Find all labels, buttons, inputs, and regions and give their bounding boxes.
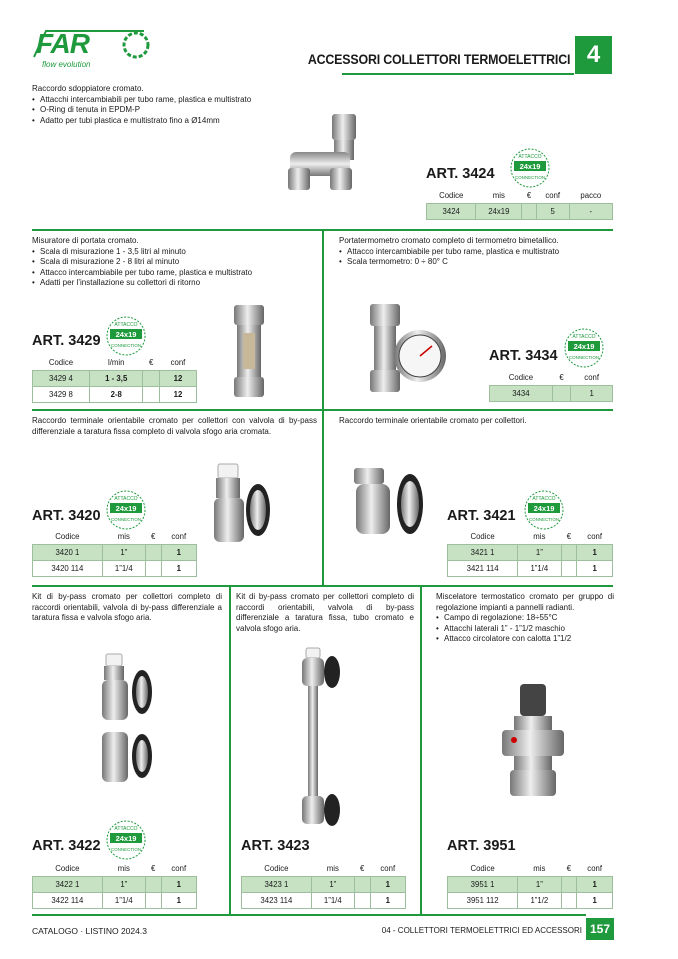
svg-text:24x19: 24x19 <box>573 342 595 351</box>
product-image-3422 <box>96 652 160 786</box>
svg-text:CONNECTION: CONNECTION <box>110 847 142 852</box>
connection-badge <box>562 326 606 370</box>
cell: 1 <box>370 876 405 892</box>
logo-text: FAR <box>36 28 89 59</box>
col-header: conf <box>171 863 187 873</box>
bullet: • Attacchi laterali 1” - 1”1/2 maschio <box>436 624 614 635</box>
col-header: Codice <box>439 190 464 200</box>
bullet: • Campo di regolazione: 18÷55°C <box>436 613 614 624</box>
svg-text:CONNECTION: CONNECTION <box>568 355 600 360</box>
price-table-3429 <box>32 355 197 403</box>
bullet: • Scala di misurazione 1 - 3,5 litri al minuto <box>32 247 317 258</box>
svg-text:ATTACCO: ATTACCO <box>572 334 596 340</box>
col-header: € <box>566 531 572 541</box>
col-header: conf <box>545 190 561 200</box>
desc-3951 <box>436 592 614 645</box>
cell: 1 <box>161 876 196 892</box>
col-header: Codice <box>470 531 495 541</box>
table-row <box>448 560 613 576</box>
desc-3420: Raccordo terminale orientabile cromato per collettori con valvola di by-pass differenziale a taratura fissa completo di valvola sfogo aria cromata. <box>32 416 317 436</box>
cell: 1”1/4 <box>311 892 354 908</box>
svg-text:CONNECTION: CONNECTION <box>110 343 142 348</box>
svg-text:ATTACCO: ATTACCO <box>532 496 556 502</box>
svg-text:24x19: 24x19 <box>533 504 555 513</box>
col-header: mis <box>117 863 130 873</box>
desc-text: Misuratore di portata cromato. <box>32 236 139 245</box>
cell: 1 <box>577 876 613 892</box>
col-header: mis <box>533 531 546 541</box>
svg-text:24x19: 24x19 <box>519 162 541 171</box>
cell: 1 <box>571 385 613 401</box>
desc-3434 <box>339 236 614 268</box>
table-row <box>448 892 613 908</box>
table-row <box>33 386 197 402</box>
footer-catalog: CATALOGO · LISTINO 2024.3 <box>32 926 147 936</box>
cell: 3951 112 <box>448 892 518 908</box>
price-table-3421 <box>447 529 613 577</box>
product-image-3951 <box>500 682 570 800</box>
cell: 1 <box>577 544 613 560</box>
col-header: mis <box>492 190 505 200</box>
desc-text: Portatermometro cromato completo di termometro bimetallico. <box>339 236 559 245</box>
cell <box>561 560 577 576</box>
cell: 1 <box>161 892 196 908</box>
desc-text: Raccordo sdoppiatore cromato. <box>32 84 144 93</box>
article-title-3424: ART. 3424 <box>426 166 495 182</box>
cell: 12 <box>159 386 196 402</box>
svg-text:ATTACCO: ATTACCO <box>114 322 138 328</box>
product-image-3420 <box>200 462 280 546</box>
cell: 3422 114 <box>33 892 103 908</box>
cell: 3420 1 <box>33 544 103 560</box>
table-row <box>33 370 197 386</box>
table-row <box>448 544 613 560</box>
connection-badge <box>104 314 148 358</box>
cell <box>145 892 161 908</box>
price-table-3424 <box>426 188 613 220</box>
product-image-3429 <box>231 303 267 399</box>
col-header: € <box>526 190 532 200</box>
connection-badge <box>508 146 552 190</box>
bullet: • Attacchi intercambiabili per tubo rame, plastica e multistrato <box>32 95 332 106</box>
svg-text:24x19: 24x19 <box>115 504 137 513</box>
cell: 3423 1 <box>242 876 312 892</box>
cell: 3422 1 <box>33 876 103 892</box>
article-title-3429: ART. 3429 <box>32 333 101 349</box>
svg-text:24x19: 24x19 <box>115 834 137 843</box>
desc-3429 <box>32 236 317 289</box>
connection-badge <box>522 488 566 532</box>
table-row <box>490 385 613 401</box>
cell <box>143 386 159 402</box>
cell: 3423 114 <box>242 892 312 908</box>
cell: 1”1/4 <box>102 892 145 908</box>
header-rule <box>342 73 574 75</box>
cell: 1 <box>577 892 613 908</box>
cell: 3424 <box>427 203 476 219</box>
cell <box>145 876 161 892</box>
product-image-3421 <box>350 466 434 540</box>
svg-text:CONNECTION: CONNECTION <box>110 517 142 522</box>
svg-text:ATTACCO: ATTACCO <box>114 826 138 832</box>
table-row <box>448 876 613 892</box>
col-header: l/min <box>107 357 125 367</box>
cell: 3429 4 <box>33 370 90 386</box>
connection-badge <box>104 488 148 532</box>
col-header: mis <box>117 531 130 541</box>
cell <box>145 544 161 560</box>
price-table-3422 <box>32 861 197 909</box>
product-image-3424 <box>282 112 372 194</box>
cell <box>522 203 537 219</box>
col-header: Codice <box>48 357 74 367</box>
cell: 2-8 <box>89 386 143 402</box>
bullet: • Attacco intercambiabile per tubo rame, plastica e multistrato <box>339 247 614 258</box>
col-header: € <box>151 531 156 541</box>
cell: 1 <box>370 892 405 908</box>
cell: 1” <box>102 544 145 560</box>
col-header: € <box>149 357 154 367</box>
col-header: conf <box>587 531 603 541</box>
desc-3422: Kit di by-pass cromato per collettori completo di raccordi orientabili, valvola di by-pass differenziale a taratura fissa e valvola sfogo aria. <box>32 592 222 622</box>
col-header: mis <box>326 863 339 873</box>
column-divider <box>420 585 422 915</box>
cell: 1” <box>102 876 145 892</box>
table-row <box>242 892 406 908</box>
bullet: • Adatti per l’installazione su collettori di ritorno <box>32 278 317 289</box>
col-header: conf <box>171 531 187 541</box>
cell: 1”1/2 <box>518 892 561 908</box>
col-header: € <box>151 863 156 873</box>
cell: 1 - 3,5 <box>89 370 143 386</box>
cell <box>552 385 571 401</box>
svg-text:ATTACCO: ATTACCO <box>114 496 138 502</box>
col-header: Codice <box>55 863 80 873</box>
product-image-3423 <box>296 646 346 830</box>
cell: 3420 114 <box>33 560 103 576</box>
cell: 24x19 <box>476 203 522 219</box>
cell <box>561 892 577 908</box>
article-title-3422: ART. 3422 <box>32 838 101 854</box>
col-header: conf <box>170 357 186 367</box>
price-table-3420 <box>32 529 197 577</box>
bullet: • O-Ring di tenuta in EPDM-P <box>32 105 332 116</box>
bullet: • Scala termometro: 0 ÷ 80° C <box>339 257 614 268</box>
cell: 1”1/4 <box>102 560 145 576</box>
col-header: Codice <box>508 372 534 382</box>
column-divider <box>322 409 324 586</box>
cell: 3951 1 <box>448 876 518 892</box>
table-row <box>33 560 197 576</box>
col-header: € <box>566 863 572 873</box>
column-divider <box>229 585 231 915</box>
footer-section: 04 - COLLETTORI TERMOELETTRICI ED ACCESSORI <box>381 926 582 935</box>
bullet: • Attacco circolatore con calotta 1”1/2 <box>436 634 614 645</box>
cell: 3421 114 <box>448 560 518 576</box>
desc-3423: Kit di by-pass cromato per collettori completo di raccordi orientabili, valvola di by-pass differenziale a taratura fissa, tubo cromato e valvola sfogo aria. <box>236 592 414 633</box>
col-header: € <box>360 863 365 873</box>
bullet: • Scala di misurazione 2 - 8 litri al minuto <box>32 257 317 268</box>
col-header: conf <box>584 372 600 382</box>
price-table-3434 <box>489 370 613 402</box>
cell: 1” <box>311 876 354 892</box>
price-table-3951 <box>447 861 613 909</box>
column-divider <box>322 229 324 410</box>
cell: 5 <box>536 203 569 219</box>
cell <box>354 876 370 892</box>
cell: 3429 8 <box>33 386 90 402</box>
cell: 1” <box>518 544 561 560</box>
article-title-3951: ART. 3951 <box>447 838 516 854</box>
article-title-3434: ART. 3434 <box>489 348 558 364</box>
col-header: conf <box>587 863 603 873</box>
table-row <box>33 892 197 908</box>
col-header: € <box>559 372 564 382</box>
svg-text:24x19: 24x19 <box>115 330 137 339</box>
table-row <box>33 876 197 892</box>
article-title-3420: ART. 3420 <box>32 508 101 524</box>
col-header: pacco <box>580 190 602 200</box>
article-title-3421: ART. 3421 <box>447 508 516 524</box>
table-row <box>33 544 197 560</box>
chapter-number: 4 <box>575 36 612 74</box>
svg-text:CONNECTION: CONNECTION <box>514 175 546 180</box>
cell: 1”1/4 <box>518 560 561 576</box>
connection-badge <box>104 818 148 862</box>
cell: 3421 1 <box>448 544 518 560</box>
cell <box>143 370 159 386</box>
page-number: 157 <box>586 918 614 940</box>
article-title-3423: ART. 3423 <box>241 838 310 854</box>
cell <box>145 560 161 576</box>
cell <box>354 892 370 908</box>
cell: 1 <box>161 560 196 576</box>
cell: 12 <box>159 370 196 386</box>
logo-subtitle: flow evolution <box>42 60 91 69</box>
price-table-3423 <box>241 861 406 909</box>
table-row <box>242 876 406 892</box>
cell: 1 <box>577 560 613 576</box>
cell <box>561 544 577 560</box>
col-header: Codice <box>55 531 80 541</box>
svg-text:ATTACCO: ATTACCO <box>518 154 542 160</box>
cell: - <box>569 203 612 219</box>
bullet: • Attacco intercambiabile per tubo rame, plastica e multistrato <box>32 268 317 279</box>
page-title: ACCESSORI COLLETTORI TERMOELETTRICI <box>307 52 570 67</box>
cell <box>561 876 577 892</box>
col-header: Codice <box>470 863 495 873</box>
col-header: conf <box>380 863 396 873</box>
desc-text: Miscelatore termostatico cromato per gruppo di regolazione impianti a pannelli radianti. <box>436 592 614 612</box>
bullet: • Adatto per tubi plastica e multistrato fino a Ø14mm <box>32 116 332 127</box>
cell: 3434 <box>490 385 553 401</box>
footer-rule <box>32 914 586 916</box>
col-header: Codice <box>264 863 289 873</box>
cell: 1 <box>161 544 196 560</box>
section-divider <box>32 585 613 587</box>
svg-text:CONNECTION: CONNECTION <box>528 517 560 522</box>
desc-3421: Raccordo terminale orientabile cromato per collettori. <box>339 416 527 425</box>
product-image-3434 <box>360 300 450 396</box>
col-header: mis <box>533 863 546 873</box>
table-row <box>427 203 613 219</box>
cell: 1” <box>518 876 561 892</box>
